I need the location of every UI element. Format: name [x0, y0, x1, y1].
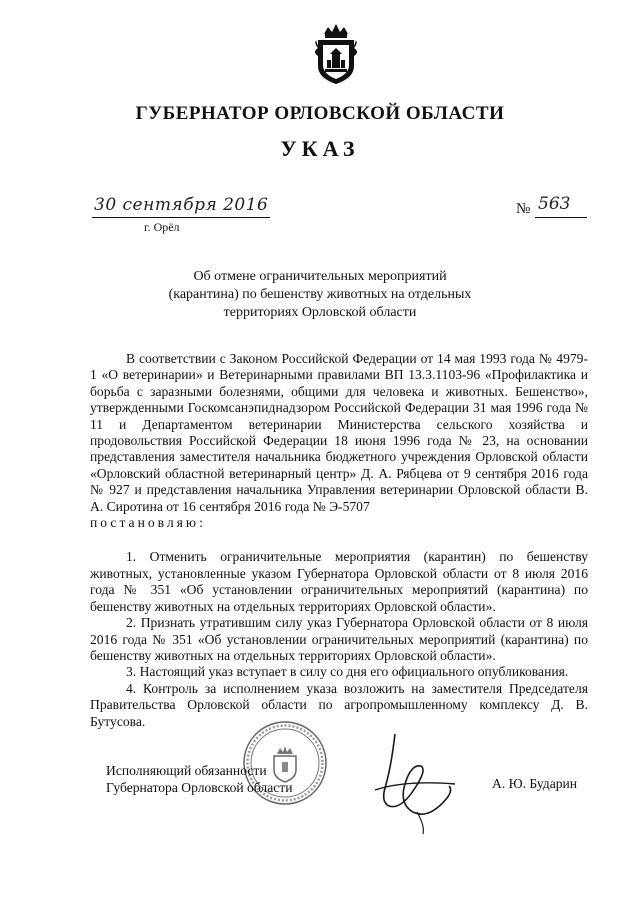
signatory-position	[106, 762, 292, 796]
signatory-role-line: Губернатора Орловской области	[106, 780, 293, 795]
number-underline	[535, 217, 587, 218]
date-underline	[92, 217, 270, 218]
signatory-name: А. Ю. Бударин	[492, 776, 578, 791]
number-label: №	[516, 201, 531, 217]
coat-of-arms-icon	[310, 22, 362, 86]
preamble-paragraph: В соответствии с Законом Российской Федерации от 14 мая 1993 года № 4979-1 «О ветеринарии» и Ветеринарными правилами ВП 13.3.1103-96 «Профилактика и борьба с заразными болезнями, общими для человека и животных. Бешенство», утвержденными Госкомсанэпиднадзором Российской Федерации 31 мая 1996 года № 11 и Департаментом ветеринарии Министерства сельского хозяйства и продовольствия Российской Федерации 18 июня 1996 года № 23, на основании представления заместителя начальника бюджетного учреждения Орловской области «Орловский областной ветеринарный центр» Д. А. Рябцева от 9 сентября 2016 года № 927 и представления начальника Управления ветеринарии Орловской области В. А. Сиротина от 16 сентября 2016 года № Э-5707	[90, 351, 588, 514]
subject-line: Об отмене ограничительных мероприятий	[193, 269, 447, 284]
authority-title: ГУБЕРНАТОР ОРЛОВСКОЙ ОБЛАСТИ	[135, 103, 505, 124]
decree-subject	[150, 268, 490, 322]
handwritten-signature	[355, 728, 465, 838]
decree-item: 4. Контроль за исполнением указа возложить на заместителя Председателя Правительства Орловской области по агропромышленному комплексу Д. В. Бутусова.	[90, 680, 588, 729]
decree-item: 2. Признать утратившим силу указ Губернатора Орловской области от 8 июля 2016 года № 351 «Об установлении ограничительных мероприятий (карантина) по бешенству животных на отдельных территориях Орловской области».	[90, 615, 588, 663]
decree-city: г. Орёл	[144, 220, 180, 234]
subject-line: территориях Орловской области	[223, 305, 417, 320]
decree-number: 563	[538, 194, 571, 214]
decree-item: 3. Настоящий указ вступает в силу со дня его официального опубликования.	[126, 664, 569, 680]
decree-body	[90, 351, 588, 730]
decree-date: 30 сентября 2016	[94, 195, 269, 215]
document-type: УКАЗ	[280, 136, 360, 161]
decree-word: постановляю:	[90, 515, 206, 531]
decree-item: 1. Отменить ограничительные мероприятия (карантин) по бешенству животных, установленные указом Губернатора Орловской области от 8 июля 2016 года № 351 «Об установлении ограничительных мероприятий (карантина) по бешенству животных на отдельных территориях Орловской области».	[90, 549, 588, 614]
subject-line: (карантина) по бешенству животных на отдельных	[168, 287, 472, 302]
signatory-role-line: Исполняющий обязанности	[106, 763, 267, 778]
